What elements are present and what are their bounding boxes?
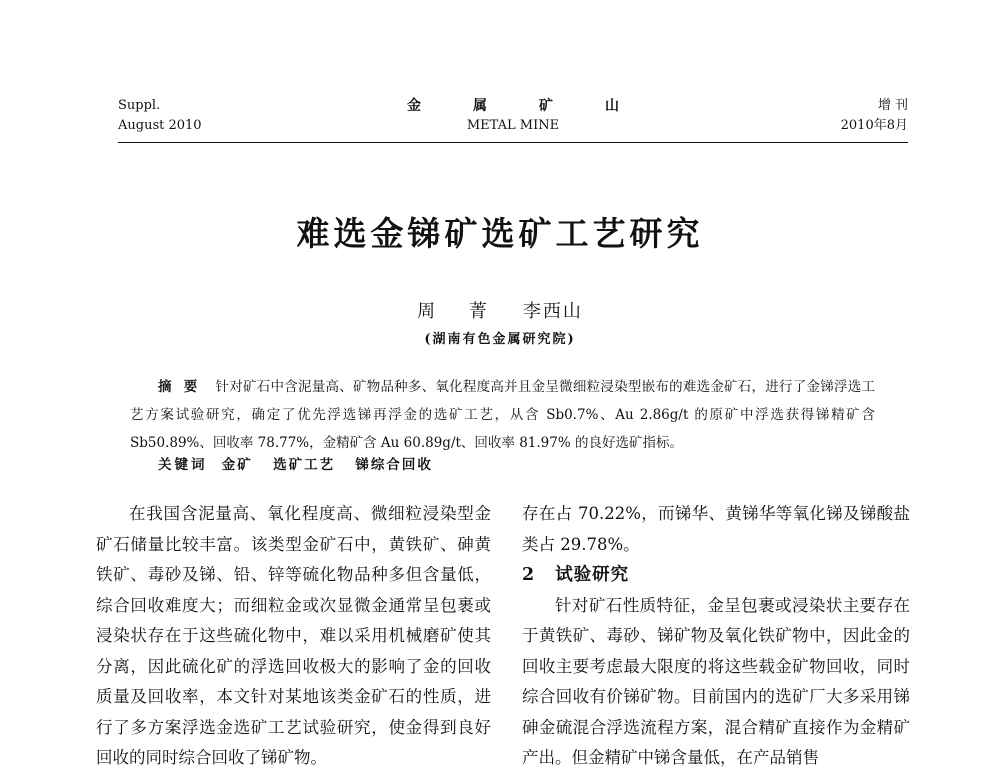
abstract-label: 摘要: [158, 379, 210, 395]
journal-name-en: METAL MINE: [466, 118, 560, 133]
running-header: [118, 96, 908, 144]
header-center: [118, 96, 908, 136]
supplement-label: Suppl.: [118, 98, 161, 113]
author-name: 李西山: [522, 301, 583, 322]
intro-paragraph: 在我国含泥量高、氧化程度高、微细粒浸染型金矿石储量比较丰富。该类型金矿石中，黄铁矿、砷黄铁矿、毒砂及锑、铅、锌等硫化物品种多但含量低，综合回收难度大；而细粒金或次显微金通常呈包裹或浸染状存在于这些硫化物中，难以采用机械磨矿使其分离，因此硫化矿的浮选回收极大的影响了金的回收质量及回收率，本文针对某地该类金矿石的性质，进行了多方案浮选金选矿工艺试验研究，使金得到良好回收的同时综合回收了锑矿物。: [96, 504, 491, 767]
keywords-label: 关键词: [158, 457, 208, 473]
keyword-item: 选矿工艺: [273, 457, 336, 473]
paper-title: 难选金锑矿选矿工艺研究: [296, 214, 704, 253]
right-column: [522, 499, 910, 774]
header-divider: [118, 142, 908, 143]
section-title: 试验研究: [555, 565, 630, 585]
section-heading: [522, 560, 910, 591]
abstract: [130, 373, 875, 457]
author-line: [0, 300, 1000, 324]
journal-name-cn: 金属矿山: [407, 98, 671, 114]
keyword-item: 锑综合回收: [355, 457, 433, 473]
issue-date-en: August 2010: [118, 118, 202, 133]
keyword-item: 金矿: [221, 457, 253, 473]
abstract-text: 针对矿石中含泥量高、矿物品种多、氧化程度高并且金呈微细粒浸染型嵌布的难选金矿石，进行了金锑浮选工艺方案试验研究，确定了优先浮选锑再浮金的选矿工艺，从含 Sb0.7%、Au 2.86g/t 的原矿中浮选获得锑精矿含 Sb50.89%、回收率 78.77%，金精矿含 Au 60.89g/t、回收率 81.97% 的良好选矿指标。: [130, 379, 876, 451]
issue-date-cn: 2010年8月: [840, 118, 908, 133]
affiliation: (湖南有色金属研究院): [424, 332, 576, 347]
left-column: [96, 499, 491, 774]
keywords: [158, 453, 858, 477]
supplement-label-cn: 增 刊: [877, 98, 908, 113]
header-right: [841, 96, 908, 136]
author-name: 周 菁: [417, 301, 501, 322]
section-number: 2: [522, 565, 536, 585]
body-paragraph: 针对矿石性质特征，金呈包裹或浸染状主要存在于黄铁矿、毒砂、锑矿物及氧化铁矿物中，因此金的回收主要考虑最大限度的将这些载金矿物回收，同时综合回收有价锑矿物。目前国内的选矿厂大多采用锑砷金硫混合浮选流程方案，混合精矿直接作为金精矿产出。但金精矿中锑含量低，在产品销售: [522, 595, 910, 767]
body-paragraph: 存在占 70.22%，而锑华、黄锑华等氧化锑及锑酸盐类占 29.78%。: [522, 504, 910, 554]
